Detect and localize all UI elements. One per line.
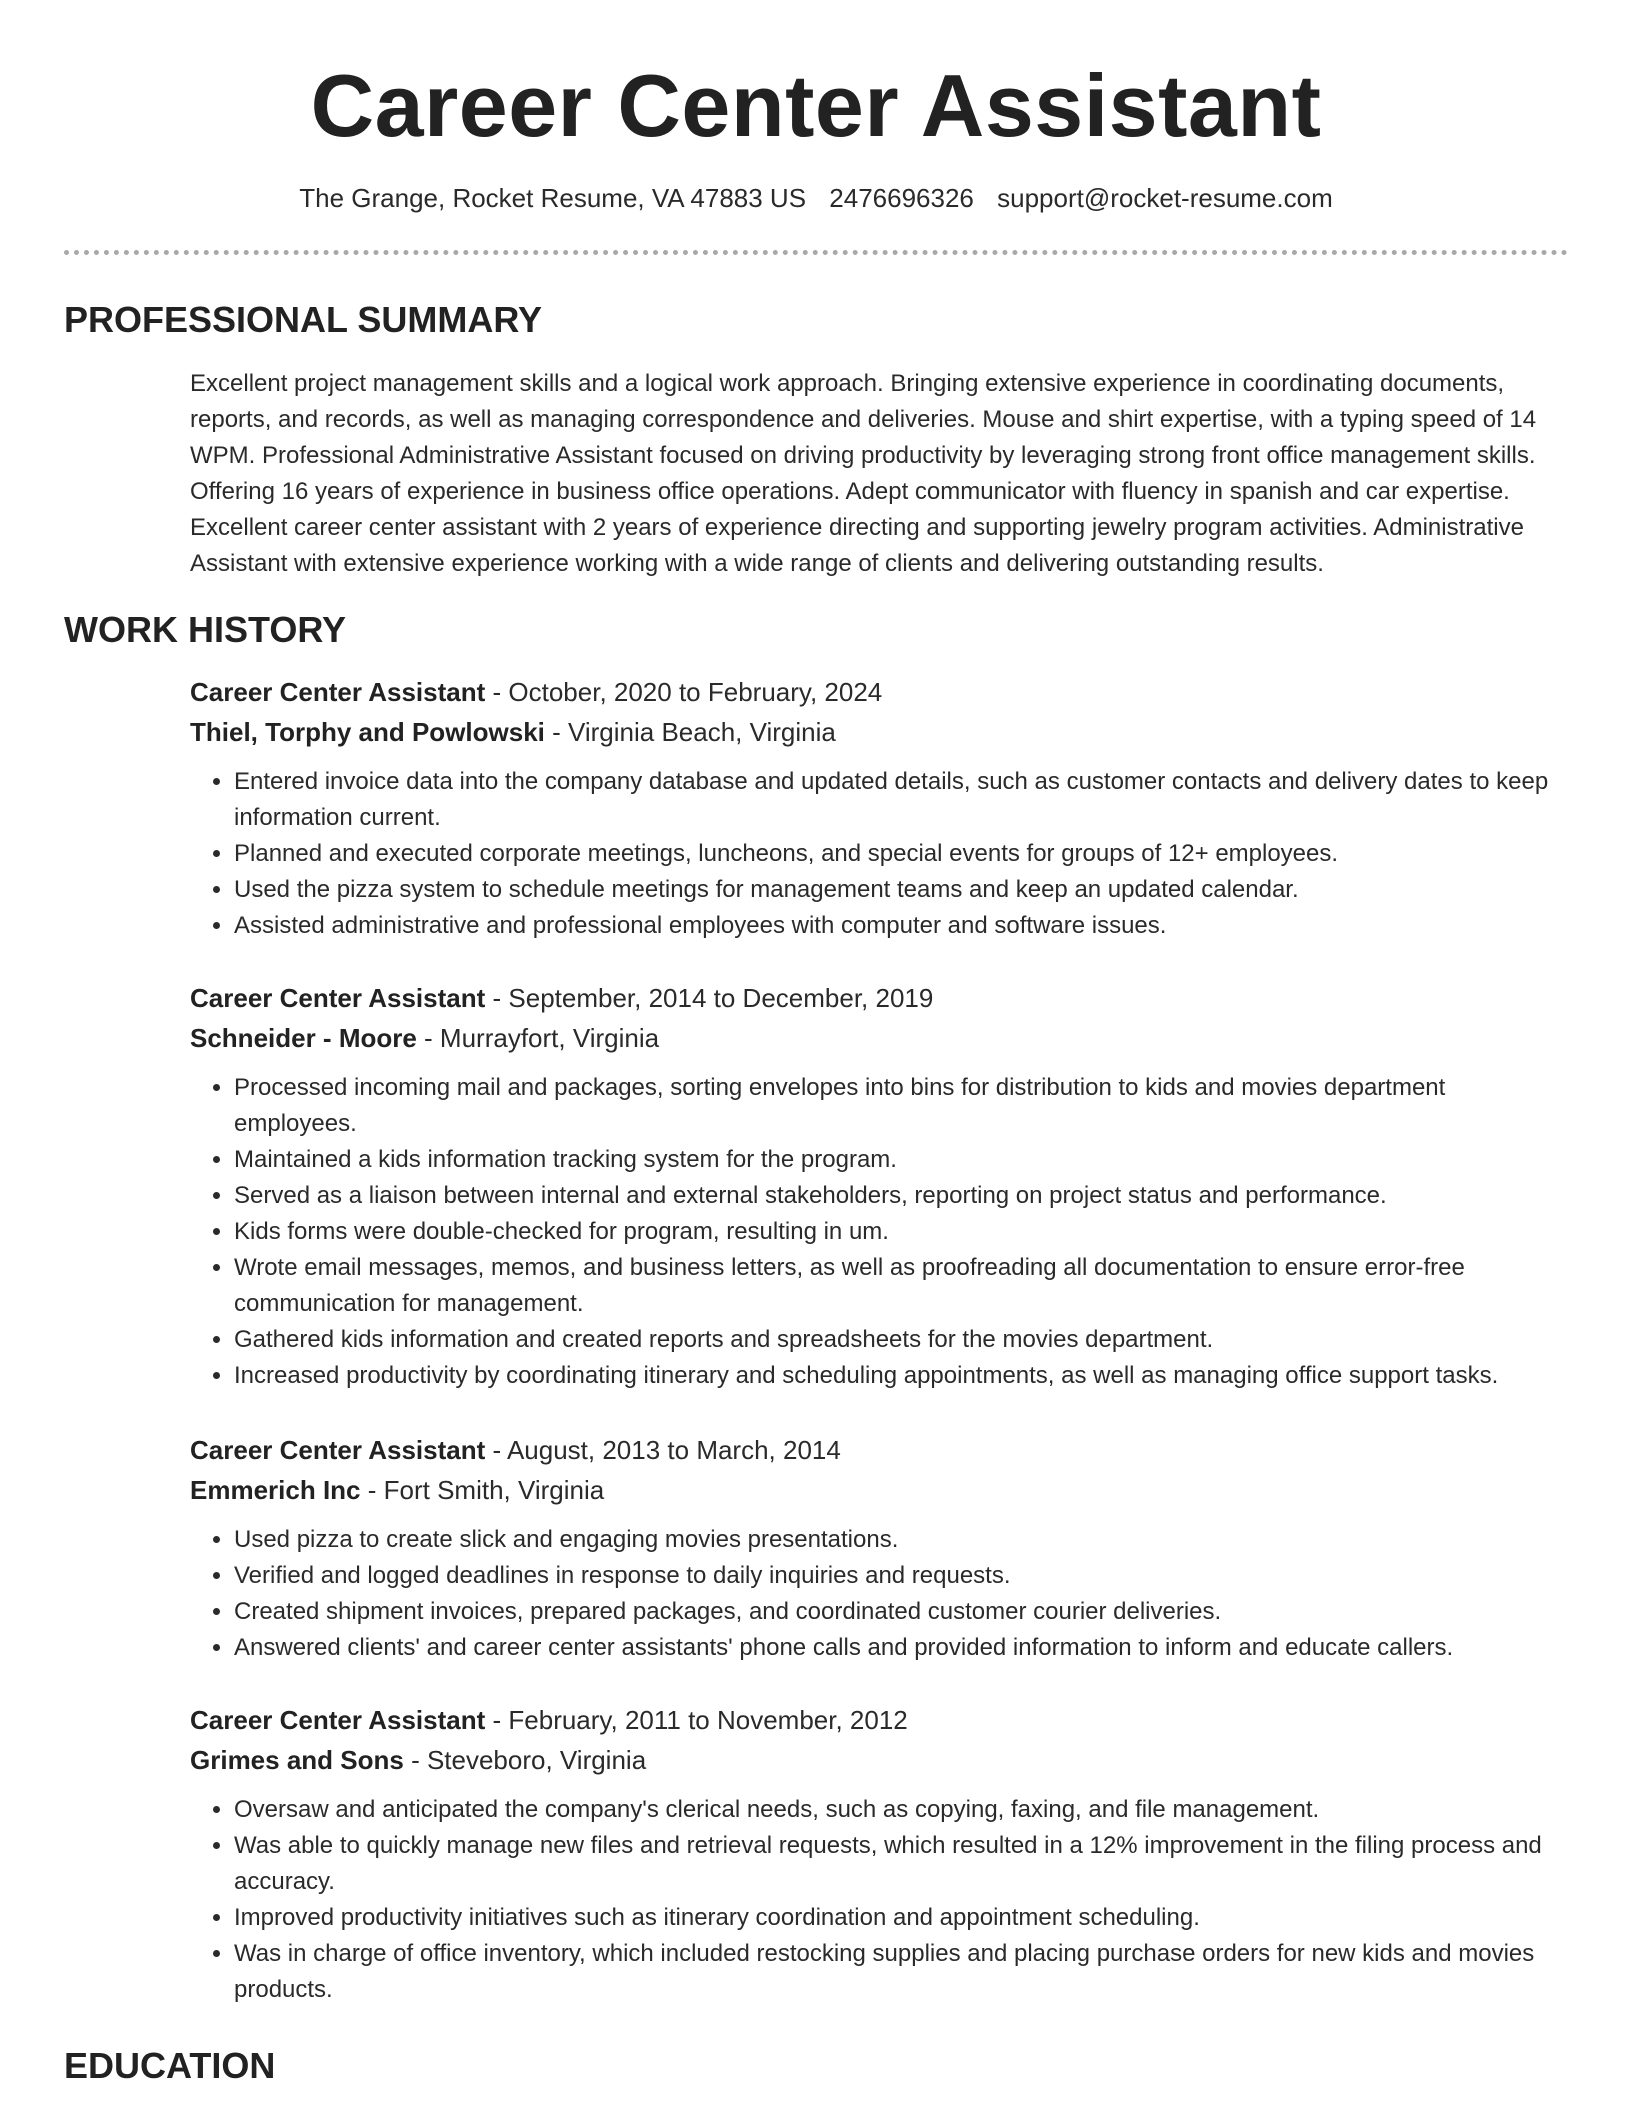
job-company: Schneider - Moore	[190, 1023, 417, 1053]
job-role: Career Center Assistant	[190, 677, 486, 707]
job-location: - Steveboro, Virginia	[403, 1745, 647, 1775]
job-role: Career Center Assistant	[190, 1705, 486, 1735]
contact-line	[0, 180, 1632, 216]
job-company: Grimes and Sons	[190, 1745, 404, 1775]
bullet-item: • Planned and executed corporate meetings, luncheons, and special events for groups of 12+ employees.	[234, 836, 1570, 872]
bullet-item: • Kids forms were double-checked for program, resulting in um.	[234, 1214, 1570, 1250]
job-role: Career Center Assistant	[190, 983, 486, 1013]
candidate-name: Career Center Assistant	[310, 56, 1322, 155]
bullet-item: • Was able to quickly manage new files and retrieval requests, which resulted in a 12% improvement in the filing process and accuracy.	[234, 1828, 1570, 1900]
job-title-line	[190, 978, 1570, 1018]
bullet-item: • Assisted administrative and professional employees with computer and software issues.	[234, 908, 1570, 944]
bullet-item: • Served as a liaison between internal and external stakeholders, reporting on project status and performance.	[234, 1178, 1570, 1214]
bullet-item: • Oversaw and anticipated the company's clerical needs, such as copying, faxing, and file management.	[234, 1792, 1570, 1828]
job-entry-1	[190, 672, 1570, 944]
education-heading: EDUCATION	[64, 2045, 276, 2086]
bullet-item: • Maintained a kids information tracking system for the program.	[234, 1142, 1570, 1178]
bullet-item: • Processed incoming mail and packages, sorting envelopes into bins for distribution to kids and movies department employees.	[234, 1070, 1570, 1142]
job-company-line	[190, 1018, 1570, 1058]
job-title-line	[190, 1700, 1570, 1740]
job-dates: - February, 2011 to November, 2012	[485, 1705, 908, 1735]
bullet-item: • Created shipment invoices, prepared packages, and coordinated customer courier deliveries.	[234, 1594, 1570, 1630]
bullet-item: • Verified and logged deadlines in response to daily inquiries and requests.	[234, 1558, 1570, 1594]
bullet-item: • Improved productivity initiatives such as itinerary coordination and appointment scheduling.	[234, 1900, 1570, 1936]
summary-text: Excellent project management skills and a logical work approach. Bringing extensive experience in coordinating documents, reports, and records, as well as managing correspondence and deliveries. Mouse and shirt expertise, with a typing speed of 14 WPM. Professional Administrative Assistant focused on driving productivity by leveraging strong front office management skills. Offering 16 years of experience in business office operations. Adept communicator with fluency in spanish and car expertise. Excellent career center assistant with 2 years of experience directing and supporting jewelry program activities. Administrative Assistant with extensive experience working with a wide range of clients and delivering outstanding results.	[190, 370, 1537, 577]
job-dates: - September, 2014 to December, 2019	[485, 983, 934, 1013]
job-location: - Virginia Beach, Virginia	[544, 717, 836, 747]
job-entry-3	[190, 1430, 1570, 1666]
job-entry-2	[190, 978, 1570, 1394]
job-company: Emmerich Inc	[190, 1475, 361, 1505]
bullet-item: • Used pizza to create slick and engaging movies presentations.	[234, 1522, 1570, 1558]
job-title-line	[190, 1430, 1570, 1470]
job-company: Thiel, Torphy and Powlowski	[190, 717, 545, 747]
contact-email: support@rocket-resume.com	[997, 183, 1333, 213]
job-company-line	[190, 1740, 1570, 1780]
bullet-item: • Wrote email messages, memos, and business letters, as well as proofreading all documentation to ensure error-free communication for management.	[234, 1250, 1570, 1322]
bullet-item: • Was in charge of office inventory, which included restocking supplies and placing purchase orders for new kids and movies products.	[234, 1936, 1570, 2008]
job-company-line	[190, 712, 1570, 752]
bullet-item: • Gathered kids information and created reports and spreadsheets for the movies department.	[234, 1322, 1570, 1358]
job-company-line	[190, 1470, 1570, 1510]
job-bullets	[190, 1070, 1570, 1394]
job-role: Career Center Assistant	[190, 1435, 486, 1465]
job-bullets	[190, 1792, 1570, 2008]
job-dates: - August, 2013 to March, 2014	[485, 1435, 841, 1465]
job-bullets	[190, 764, 1570, 944]
bullet-item: • Used the pizza system to schedule meetings for management teams and keep an updated calendar.	[234, 872, 1570, 908]
bullet-item: • Answered clients' and career center assistants' phone calls and provided information to inform and educate callers.	[234, 1630, 1570, 1666]
job-title-line	[190, 672, 1570, 712]
bullet-item: • Entered invoice data into the company database and updated details, such as customer contacts and delivery dates to keep information current.	[234, 764, 1570, 836]
job-location: - Fort Smith, Virginia	[360, 1475, 605, 1505]
contact-address: The Grange, Rocket Resume, VA 47883 US	[299, 183, 807, 213]
header-divider	[64, 250, 1568, 255]
contact-phone: 2476696326	[829, 183, 974, 213]
job-dates: - October, 2020 to February, 2024	[485, 677, 883, 707]
summary-heading: PROFESSIONAL SUMMARY	[64, 299, 543, 340]
job-bullets	[190, 1522, 1570, 1666]
job-location: - Murrayfort, Virginia	[416, 1023, 660, 1053]
work-history-heading: WORK HISTORY	[64, 609, 347, 650]
bullet-item: • Increased productivity by coordinating itinerary and scheduling appointments, as well as managing office support tasks.	[234, 1358, 1570, 1394]
job-entry-4	[190, 1700, 1570, 2008]
